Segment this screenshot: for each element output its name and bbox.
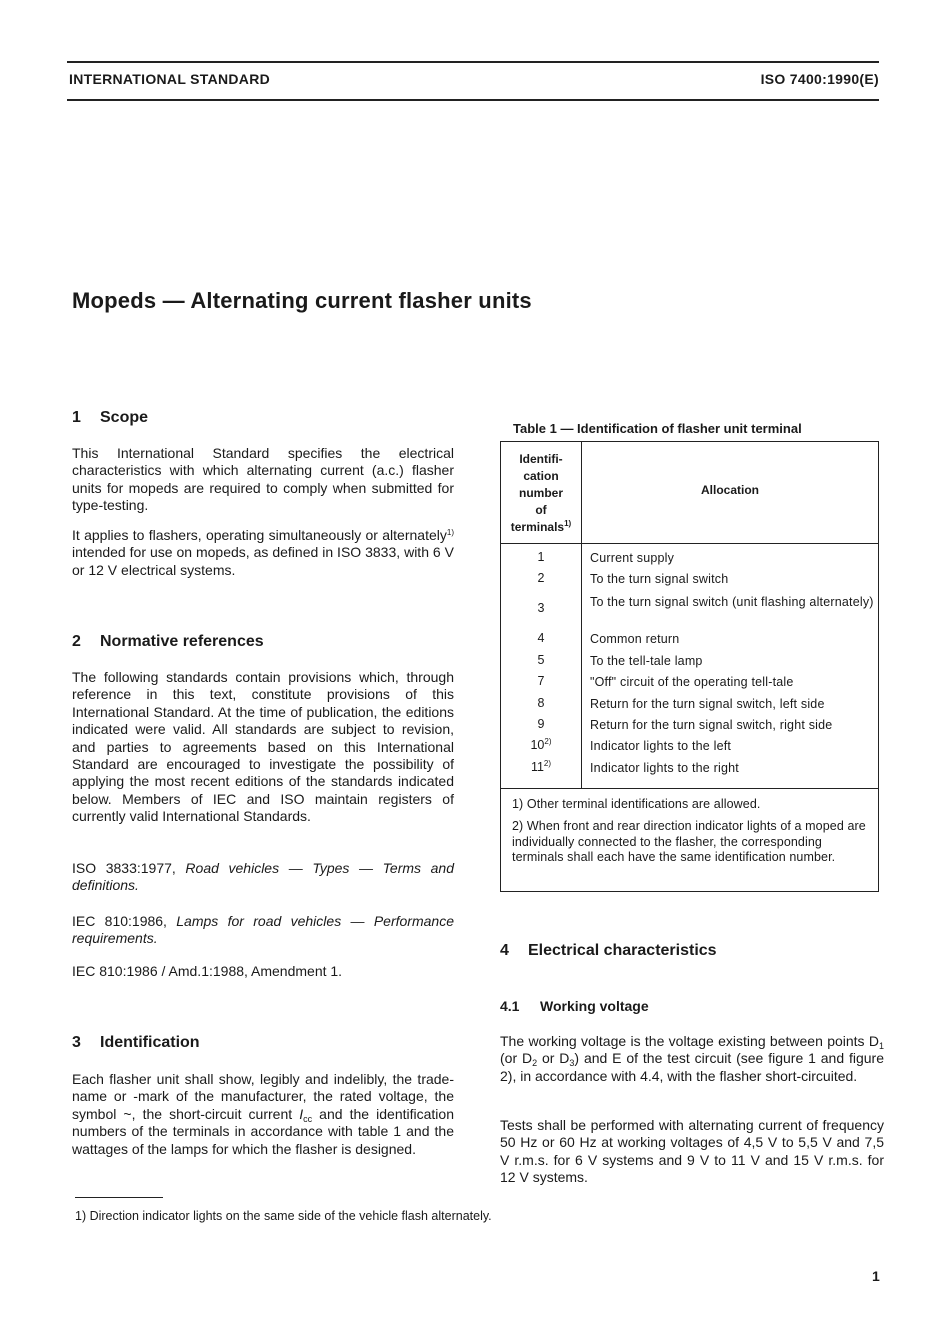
terminal-id: 9 bbox=[537, 717, 545, 731]
section-4-number: 4 bbox=[500, 942, 509, 959]
terminal-allocation: Indicator lights to the right bbox=[590, 761, 739, 775]
section-1-title: Scope bbox=[100, 409, 149, 426]
table-caption: Table 1 — Identification of flasher unit terminal bbox=[513, 421, 802, 436]
col1-header-line bbox=[503, 519, 579, 536]
reference-1-title: Road vehicles — Types — Terms and definitions. bbox=[72, 860, 454, 894]
scope-p2-text-b: intended for use on mopeds, as defined in ISO 3833, with 6 V or 12 V electrical systems. bbox=[72, 544, 454, 578]
terminal-allocation: To the turn signal switch (unit flashing alternately) bbox=[590, 595, 874, 609]
table-header-divider bbox=[501, 543, 878, 544]
identification-text-b: and the identification numbers of the terminals in accordance with table 1 and the wattages of the lamps for which the flasher is designed. bbox=[72, 1105, 454, 1157]
scope-p2-text-a: It applies to flashers, operating simultaneously or alternately bbox=[72, 527, 447, 543]
reference-iec-810-amendment: IEC 810:1986 / Amd.1:1988, Amendment 1. bbox=[72, 963, 343, 979]
col1-header-footnote: 1) bbox=[564, 519, 572, 528]
scope-p2-footnote-mark: 1) bbox=[446, 528, 454, 537]
table-note-2: 2) When front and rear direction indicator lights of a moped are individually connected to the flasher, the corresponding terminals shall each have the same identification number. bbox=[512, 819, 866, 864]
table-col2-header: Allocation bbox=[700, 483, 759, 497]
reference-1-code: ISO 3833:1977, bbox=[72, 860, 186, 876]
subsection-4-1-number: 4.1 bbox=[500, 998, 520, 1014]
terminal-table bbox=[500, 441, 879, 892]
working-voltage-paragraph-1: The working voltage is the voltage existing between points $D_1$ (or $D_2$ or $D_3$) and E of the test circuit (see figure 1 and figure 2), in accordance with 4.4, with the flasher short-circuited. bbox=[500, 1033, 884, 1084]
terminal-allocation: Indicator lights to the left bbox=[590, 739, 732, 753]
header-bottom-rule bbox=[67, 99, 879, 101]
identification-text-a: Each flasher unit shall show, legibly and indelibly, the trade-name or -mark of the manufacturer, the rated voltage, the symbol ~, the short-circuit current bbox=[72, 1071, 454, 1122]
header-top-rule bbox=[67, 61, 879, 63]
identification-paragraph bbox=[72, 1071, 454, 1158]
terminal-id: 11$^{2)}$ bbox=[530, 759, 552, 774]
header-right: ISO 7400:1990(E) bbox=[760, 71, 879, 87]
identification-symbol-i: I bbox=[299, 1105, 304, 1122]
section-4-title: Electrical characteristics bbox=[528, 942, 717, 959]
terminal-allocation: Return for the turn signal switch, right side bbox=[590, 718, 833, 732]
section-2-title: Normative references bbox=[100, 633, 264, 650]
terminal-allocation: Return for the turn signal switch, left side bbox=[590, 697, 825, 711]
section-1-heading bbox=[72, 409, 148, 427]
document-title: Mopeds — Alternating current flasher units bbox=[72, 288, 532, 313]
section-1-number: 1 bbox=[72, 409, 81, 426]
subsection-4-1-heading bbox=[500, 998, 649, 1014]
scope-paragraph-1: This International Standard specifies the electrical characteristics with which alternating current (a.c.) flasher units for mopeds are required to comply when submitted for type-testing. bbox=[72, 445, 454, 514]
header-left: INTERNATIONAL STANDARD bbox=[69, 71, 271, 87]
terminal-id: 10$^{2)}$ bbox=[530, 737, 552, 752]
reference-2-title: Lamps for road vehicles — Performance requirements. bbox=[72, 913, 454, 947]
subsection-4-1-title: Working voltage bbox=[540, 998, 649, 1014]
working-voltage-paragraph-2: Tests shall be performed with alternating current of frequency 50 Hz or 60 Hz at working voltages of 4,5 V to 5,5 V and 7,5 V r.m.s. for 6 V systems and 9 V to 11 V and 15 V r.m.s. for 12 V systems. bbox=[500, 1117, 884, 1186]
normative-paragraph: The following standards contain provisions which, through reference in this text, constitute provisions of this International Standard. At the time of publication, the editions indicated were valid. All standards are subject to revision, and parties to agreements based on this International Standard are encouraged to investigate the possibility of applying the most recent editions of the standards indicated below. Members of IEC and ISO maintain registers of currently valid International Standards. bbox=[72, 669, 454, 825]
col1-header-line: cation bbox=[523, 469, 559, 483]
terminal-id: 7 bbox=[537, 674, 545, 688]
terminal-id: 8 bbox=[537, 696, 545, 710]
terminal-allocation: "Off" circuit of the operating tell-tale bbox=[590, 675, 794, 689]
section-2-number: 2 bbox=[72, 633, 81, 650]
identification-symbol-cc: cc bbox=[303, 1113, 313, 1124]
col1-header-last: terminals bbox=[510, 520, 565, 534]
section-3-heading bbox=[72, 1034, 200, 1052]
table-note-1: 1) Other terminal identifications are allowed. bbox=[512, 797, 761, 811]
scope-paragraph-2 bbox=[72, 527, 454, 579]
terminal-id: 3 bbox=[537, 601, 545, 615]
terminal-allocation: To the turn signal switch bbox=[590, 572, 729, 586]
section-4-heading bbox=[500, 942, 717, 960]
terminal-id: 5 bbox=[537, 653, 545, 667]
footnote-rule bbox=[75, 1197, 163, 1198]
col1-header-line: Identifi- bbox=[519, 452, 563, 466]
page-footnote: 1) Direction indicator lights on the same side of the vehicle flash alternately. bbox=[75, 1209, 492, 1223]
terminal-id: 2 bbox=[537, 571, 545, 585]
section-3-title: Identification bbox=[100, 1034, 200, 1051]
section-2-heading bbox=[72, 633, 264, 651]
reference-2-code: IEC 810:1986, bbox=[72, 913, 177, 929]
terminal-allocation: To the tell-tale lamp bbox=[590, 654, 703, 668]
terminal-allocation: Common return bbox=[590, 632, 680, 646]
table-notes-divider bbox=[501, 788, 878, 789]
page-number: 1 bbox=[872, 1268, 880, 1284]
terminal-allocation: Current supply bbox=[590, 551, 675, 565]
reference-iec-810 bbox=[72, 913, 454, 948]
col1-header-line: of bbox=[535, 503, 547, 517]
table-col1-header bbox=[503, 451, 579, 536]
terminal-id: 4 bbox=[537, 631, 545, 645]
section-3-number: 3 bbox=[72, 1034, 81, 1051]
terminal-id: 1 bbox=[537, 550, 545, 564]
col1-header-line: number bbox=[518, 486, 563, 500]
reference-iso-3833 bbox=[72, 860, 454, 895]
